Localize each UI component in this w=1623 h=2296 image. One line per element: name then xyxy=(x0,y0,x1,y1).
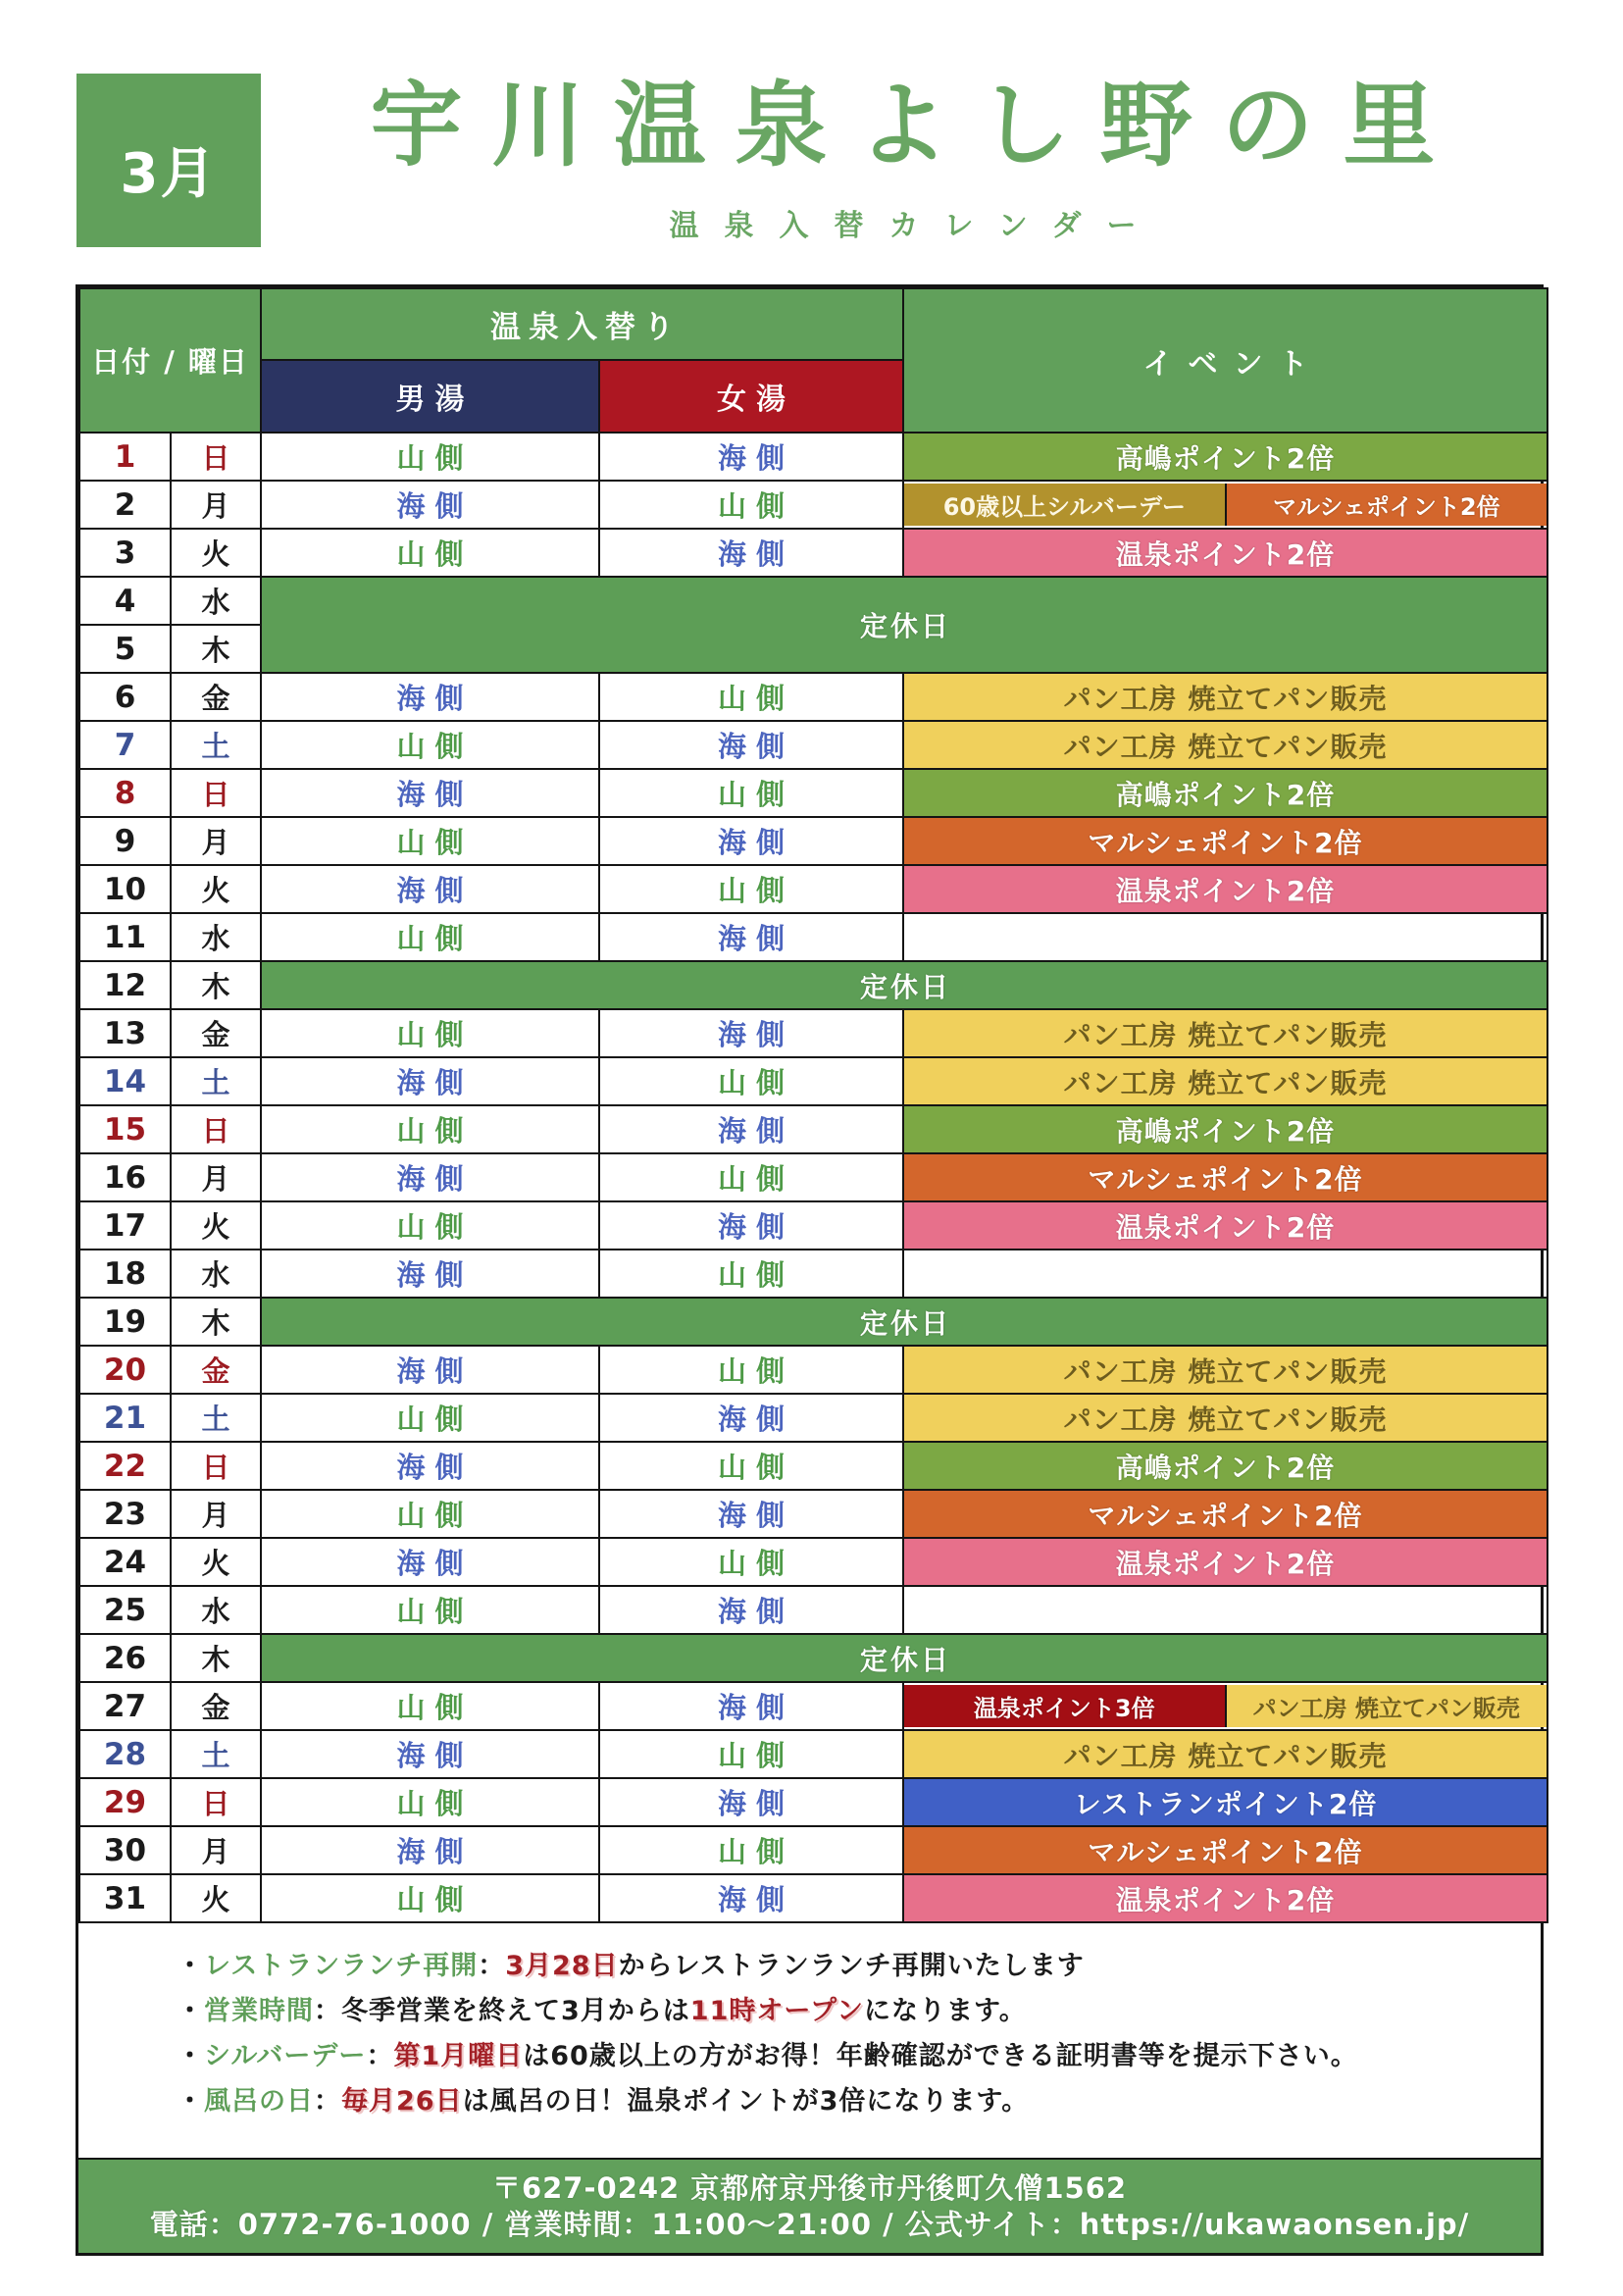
weekday-cell: 日 xyxy=(171,433,261,481)
header-women-bath: 女湯 xyxy=(599,360,903,433)
event-badge: 温泉ポイント3倍 xyxy=(904,1685,1225,1727)
date-cell: 27 xyxy=(79,1682,171,1730)
note-segment: 営業時間 xyxy=(204,1996,314,2026)
event-cell xyxy=(903,913,1547,961)
event-cell: 温泉ポイント2倍 xyxy=(903,865,1547,913)
event-cell: マルシェポイント2倍 xyxy=(903,1490,1547,1538)
weekday-cell: 土 xyxy=(171,1394,261,1442)
date-cell: 28 xyxy=(79,1730,171,1778)
note-segment: ： xyxy=(314,2086,341,2117)
event-cell: マルシェポイント2倍 xyxy=(903,817,1547,865)
weekday-cell: 日 xyxy=(171,769,261,817)
women-bath-cell: 山側 xyxy=(599,1538,903,1586)
closed-day-cell: 定休日 xyxy=(261,961,1547,1009)
date-cell: 7 xyxy=(79,721,171,769)
date-cell: 25 xyxy=(79,1586,171,1634)
event-cell: マルシェポイント2倍 xyxy=(903,1153,1547,1201)
weekday-cell: 月 xyxy=(171,1826,261,1874)
event-cell: 温泉ポイント2倍 xyxy=(903,1201,1547,1250)
women-bath-cell: 山側 xyxy=(599,1442,903,1490)
calendar-row xyxy=(79,1826,1547,1874)
calendar-row xyxy=(79,1442,1547,1490)
men-bath-cell: 山側 xyxy=(261,913,599,961)
event-cell: パン工房 焼立てパン販売 xyxy=(903,1394,1547,1442)
event-wrap xyxy=(904,484,1547,526)
date-cell: 12 xyxy=(79,961,171,1009)
calendar-table xyxy=(78,287,1548,1923)
weekday-cell: 木 xyxy=(171,625,261,673)
event-cell: 温泉ポイント2倍 xyxy=(903,1538,1547,1586)
men-bath-cell: 海側 xyxy=(261,1057,599,1105)
event-cell: レストランポイント2倍 xyxy=(903,1778,1547,1826)
weekday-cell: 日 xyxy=(171,1105,261,1153)
note-segment: 風呂の日 xyxy=(204,2086,314,2117)
note-segment: 第1月曜日 xyxy=(393,2041,524,2071)
date-cell: 4 xyxy=(79,577,171,625)
date-cell: 15 xyxy=(79,1105,171,1153)
note-segment: ・ xyxy=(177,2041,204,2071)
date-cell: 11 xyxy=(79,913,171,961)
calendar-row xyxy=(79,1394,1547,1442)
event-badge: パン工房 焼立てパン販売 xyxy=(1225,1685,1547,1727)
calendar-row xyxy=(79,913,1547,961)
weekday-cell: 水 xyxy=(171,577,261,625)
date-cell: 9 xyxy=(79,817,171,865)
weekday-cell: 火 xyxy=(171,1874,261,1922)
date-cell: 10 xyxy=(79,865,171,913)
weekday-cell: 土 xyxy=(171,1057,261,1105)
men-bath-cell: 山側 xyxy=(261,1105,599,1153)
event-cell: パン工房 焼立てパン販売 xyxy=(903,673,1547,721)
event-cell: パン工房 焼立てパン販売 xyxy=(903,1057,1547,1105)
women-bath-cell: 山側 xyxy=(599,1057,903,1105)
event-cell: パン工房 焼立てパン販売 xyxy=(903,1730,1547,1778)
weekday-cell: 金 xyxy=(171,673,261,721)
calendar-row xyxy=(79,1250,1547,1298)
closed-day-cell: 定休日 xyxy=(261,1298,1547,1346)
women-bath-cell: 海側 xyxy=(599,721,903,769)
note-line xyxy=(177,1953,1521,1979)
calendar-row xyxy=(79,1586,1547,1634)
women-bath-cell: 海側 xyxy=(599,1778,903,1826)
note-segment: レストランランチ再開 xyxy=(204,1951,479,1981)
men-bath-cell: 海側 xyxy=(261,1730,599,1778)
note-line xyxy=(177,2043,1521,2069)
men-bath-cell: 山側 xyxy=(261,433,599,481)
weekday-cell: 水 xyxy=(171,1586,261,1634)
men-bath-cell: 山側 xyxy=(261,1682,599,1730)
note-segment: ： xyxy=(366,2041,394,2071)
date-cell: 8 xyxy=(79,769,171,817)
weekday-cell: 月 xyxy=(171,817,261,865)
calendar-row xyxy=(79,1634,1547,1682)
calendar-row xyxy=(79,1057,1547,1105)
calendar-row xyxy=(79,1346,1547,1394)
weekday-cell: 土 xyxy=(171,721,261,769)
event-cell: 高嶋ポイント2倍 xyxy=(903,1105,1547,1153)
note-segment: 冬季営業を終えて3月からは xyxy=(341,1996,690,2026)
calendar-row xyxy=(79,1153,1547,1201)
event-cell: パン工房 焼立てパン販売 xyxy=(903,721,1547,769)
footer-bar xyxy=(78,2158,1541,2253)
weekday-cell: 月 xyxy=(171,1153,261,1201)
note-segment: は風呂の日！温泉ポイントが3倍になります。 xyxy=(462,2086,1030,2117)
men-bath-cell: 山側 xyxy=(261,1586,599,1634)
header-date-day: 日付 / 曜日 xyxy=(79,288,261,433)
weekday-cell: 火 xyxy=(171,1538,261,1586)
date-cell: 3 xyxy=(79,529,171,577)
weekday-cell: 金 xyxy=(171,1682,261,1730)
closed-day-cell: 定休日 xyxy=(261,1634,1547,1682)
event-cell: 温泉ポイント2倍 xyxy=(903,1874,1547,1922)
women-bath-cell: 海側 xyxy=(599,1490,903,1538)
header-event: イベント xyxy=(903,288,1547,433)
event-cell: 高嶋ポイント2倍 xyxy=(903,769,1547,817)
women-bath-cell: 山側 xyxy=(599,481,903,529)
calendar-row xyxy=(79,769,1547,817)
women-bath-cell: 海側 xyxy=(599,1682,903,1730)
footer-contact: 電話：0772-76-1000 / 営業時間：11:00〜21:00 / 公式サイト：https://ukawaonsen.jp/ xyxy=(149,2208,1470,2241)
date-cell: 23 xyxy=(79,1490,171,1538)
header-rotation: 温泉入替り xyxy=(261,288,903,360)
date-cell: 1 xyxy=(79,433,171,481)
calendar-row xyxy=(79,1874,1547,1922)
page-subtitle: 温泉入替カレンダー xyxy=(669,209,1162,243)
men-bath-cell: 海側 xyxy=(261,1346,599,1394)
women-bath-cell: 海側 xyxy=(599,817,903,865)
women-bath-cell: 海側 xyxy=(599,1009,903,1057)
women-bath-cell: 山側 xyxy=(599,1153,903,1201)
event-cell xyxy=(903,1682,1547,1730)
men-bath-cell: 山側 xyxy=(261,529,599,577)
note-segment: は60歳以上の方がお得！年齢確認ができる証明書等を提示下さい。 xyxy=(523,2041,1358,2071)
women-bath-cell: 山側 xyxy=(599,1250,903,1298)
weekday-cell: 月 xyxy=(171,481,261,529)
event-badge: マルシェポイント2倍 xyxy=(1225,484,1547,526)
date-cell: 31 xyxy=(79,1874,171,1922)
event-cell xyxy=(903,1586,1547,1634)
men-bath-cell: 山側 xyxy=(261,1778,599,1826)
event-cell: パン工房 焼立てパン販売 xyxy=(903,1346,1547,1394)
calendar-row xyxy=(79,865,1547,913)
calendar-row xyxy=(79,1105,1547,1153)
closed-day-cell: 定休日 xyxy=(261,577,1547,673)
note-segment: からレストランランチ再開いたします xyxy=(618,1951,1085,1981)
date-cell: 26 xyxy=(79,1634,171,1682)
men-bath-cell: 山側 xyxy=(261,1394,599,1442)
date-cell: 24 xyxy=(79,1538,171,1586)
men-bath-cell: 山側 xyxy=(261,1009,599,1057)
men-bath-cell: 海側 xyxy=(261,1442,599,1490)
event-cell: 高嶋ポイント2倍 xyxy=(903,1442,1547,1490)
event-cell: 温泉ポイント2倍 xyxy=(903,529,1547,577)
men-bath-cell: 海側 xyxy=(261,673,599,721)
date-cell: 14 xyxy=(79,1057,171,1105)
event-cell: マルシェポイント2倍 xyxy=(903,1826,1547,1874)
note-segment: ・ xyxy=(177,2086,204,2117)
event-cell xyxy=(903,1250,1547,1298)
note-segment: 3月28日 xyxy=(505,1951,619,1981)
event-cell xyxy=(903,481,1547,529)
men-bath-cell: 海側 xyxy=(261,865,599,913)
women-bath-cell: 山側 xyxy=(599,1826,903,1874)
calendar-row xyxy=(79,1201,1547,1250)
date-cell: 5 xyxy=(79,625,171,673)
page-title: 宇川温泉よし野の里 xyxy=(370,73,1465,179)
calendar-row xyxy=(79,673,1547,721)
weekday-cell: 火 xyxy=(171,529,261,577)
note-segment: ・ xyxy=(177,1996,204,2026)
weekday-cell: 水 xyxy=(171,913,261,961)
footer-address: 〒627-0242 京都府京丹後市丹後町久僧1562 xyxy=(491,2171,1128,2205)
women-bath-cell: 山側 xyxy=(599,673,903,721)
header-men-bath: 男湯 xyxy=(261,360,599,433)
men-bath-cell: 海側 xyxy=(261,1538,599,1586)
men-bath-cell: 海側 xyxy=(261,769,599,817)
date-cell: 18 xyxy=(79,1250,171,1298)
men-bath-cell: 海側 xyxy=(261,481,599,529)
calendar-row xyxy=(79,961,1547,1009)
weekday-cell: 火 xyxy=(171,1201,261,1250)
note-line xyxy=(177,2088,1521,2115)
men-bath-cell: 海側 xyxy=(261,1153,599,1201)
calendar-row xyxy=(79,817,1547,865)
calendar-row xyxy=(79,1490,1547,1538)
date-cell: 6 xyxy=(79,673,171,721)
note-segment: になります。 xyxy=(863,1996,1027,2026)
event-badge: 60歳以上シルバーデー xyxy=(904,484,1225,526)
date-cell: 20 xyxy=(79,1346,171,1394)
men-bath-cell: 海側 xyxy=(261,1250,599,1298)
women-bath-cell: 海側 xyxy=(599,1586,903,1634)
women-bath-cell: 海側 xyxy=(599,1201,903,1250)
men-bath-cell: 山側 xyxy=(261,1490,599,1538)
women-bath-cell: 山側 xyxy=(599,1346,903,1394)
calendar-row xyxy=(79,1730,1547,1778)
date-cell: 16 xyxy=(79,1153,171,1201)
women-bath-cell: 海側 xyxy=(599,433,903,481)
weekday-cell: 日 xyxy=(171,1442,261,1490)
women-bath-cell: 海側 xyxy=(599,529,903,577)
calendar-body xyxy=(79,433,1547,1922)
women-bath-cell: 海側 xyxy=(599,1105,903,1153)
calendar-row xyxy=(79,1778,1547,1826)
women-bath-cell: 山側 xyxy=(599,769,903,817)
women-bath-cell: 山側 xyxy=(599,1730,903,1778)
weekday-cell: 金 xyxy=(171,1346,261,1394)
men-bath-cell: 山側 xyxy=(261,1874,599,1922)
men-bath-cell: 山側 xyxy=(261,817,599,865)
calendar-row xyxy=(79,1538,1547,1586)
calendar-header xyxy=(79,288,1547,433)
women-bath-cell: 山側 xyxy=(599,865,903,913)
month-badge: 3月 xyxy=(76,74,261,247)
weekday-cell: 日 xyxy=(171,1778,261,1826)
date-cell: 2 xyxy=(79,481,171,529)
note-segment: 11時オープン xyxy=(689,1996,864,2026)
weekday-cell: 月 xyxy=(171,1490,261,1538)
calendar-row xyxy=(79,577,1547,625)
note-segment: 毎月26日 xyxy=(341,2086,463,2117)
calendar-row xyxy=(79,1682,1547,1730)
event-wrap xyxy=(904,1685,1547,1727)
date-cell: 29 xyxy=(79,1778,171,1826)
calendar-board xyxy=(76,284,1544,2256)
weekday-cell: 土 xyxy=(171,1730,261,1778)
calendar-row xyxy=(79,1009,1547,1057)
date-cell: 17 xyxy=(79,1201,171,1250)
weekday-cell: 水 xyxy=(171,1250,261,1298)
event-cell: パン工房 焼立てパン販売 xyxy=(903,1009,1547,1057)
women-bath-cell: 海側 xyxy=(599,1874,903,1922)
date-cell: 13 xyxy=(79,1009,171,1057)
men-bath-cell: 山側 xyxy=(261,721,599,769)
calendar-row xyxy=(79,529,1547,577)
weekday-cell: 木 xyxy=(171,1634,261,1682)
date-cell: 19 xyxy=(79,1298,171,1346)
note-segment: ： xyxy=(314,1996,341,2026)
note-line xyxy=(177,1998,1521,2024)
date-cell: 30 xyxy=(79,1826,171,1874)
note-segment: シルバーデー xyxy=(204,2041,367,2071)
date-cell: 22 xyxy=(79,1442,171,1490)
date-cell: 21 xyxy=(79,1394,171,1442)
calendar-row xyxy=(79,1298,1547,1346)
calendar-row xyxy=(79,721,1547,769)
men-bath-cell: 山側 xyxy=(261,1201,599,1250)
event-cell: 高嶋ポイント2倍 xyxy=(903,433,1547,481)
weekday-cell: 金 xyxy=(171,1009,261,1057)
weekday-cell: 木 xyxy=(171,961,261,1009)
men-bath-cell: 海側 xyxy=(261,1826,599,1874)
weekday-cell: 火 xyxy=(171,865,261,913)
women-bath-cell: 海側 xyxy=(599,913,903,961)
note-segment: ・ xyxy=(177,1951,204,1981)
notes xyxy=(78,1923,1541,2158)
calendar-row xyxy=(79,481,1547,529)
note-segment: ： xyxy=(478,1951,506,1981)
women-bath-cell: 海側 xyxy=(599,1394,903,1442)
weekday-cell: 木 xyxy=(171,1298,261,1346)
calendar-row xyxy=(79,433,1547,481)
